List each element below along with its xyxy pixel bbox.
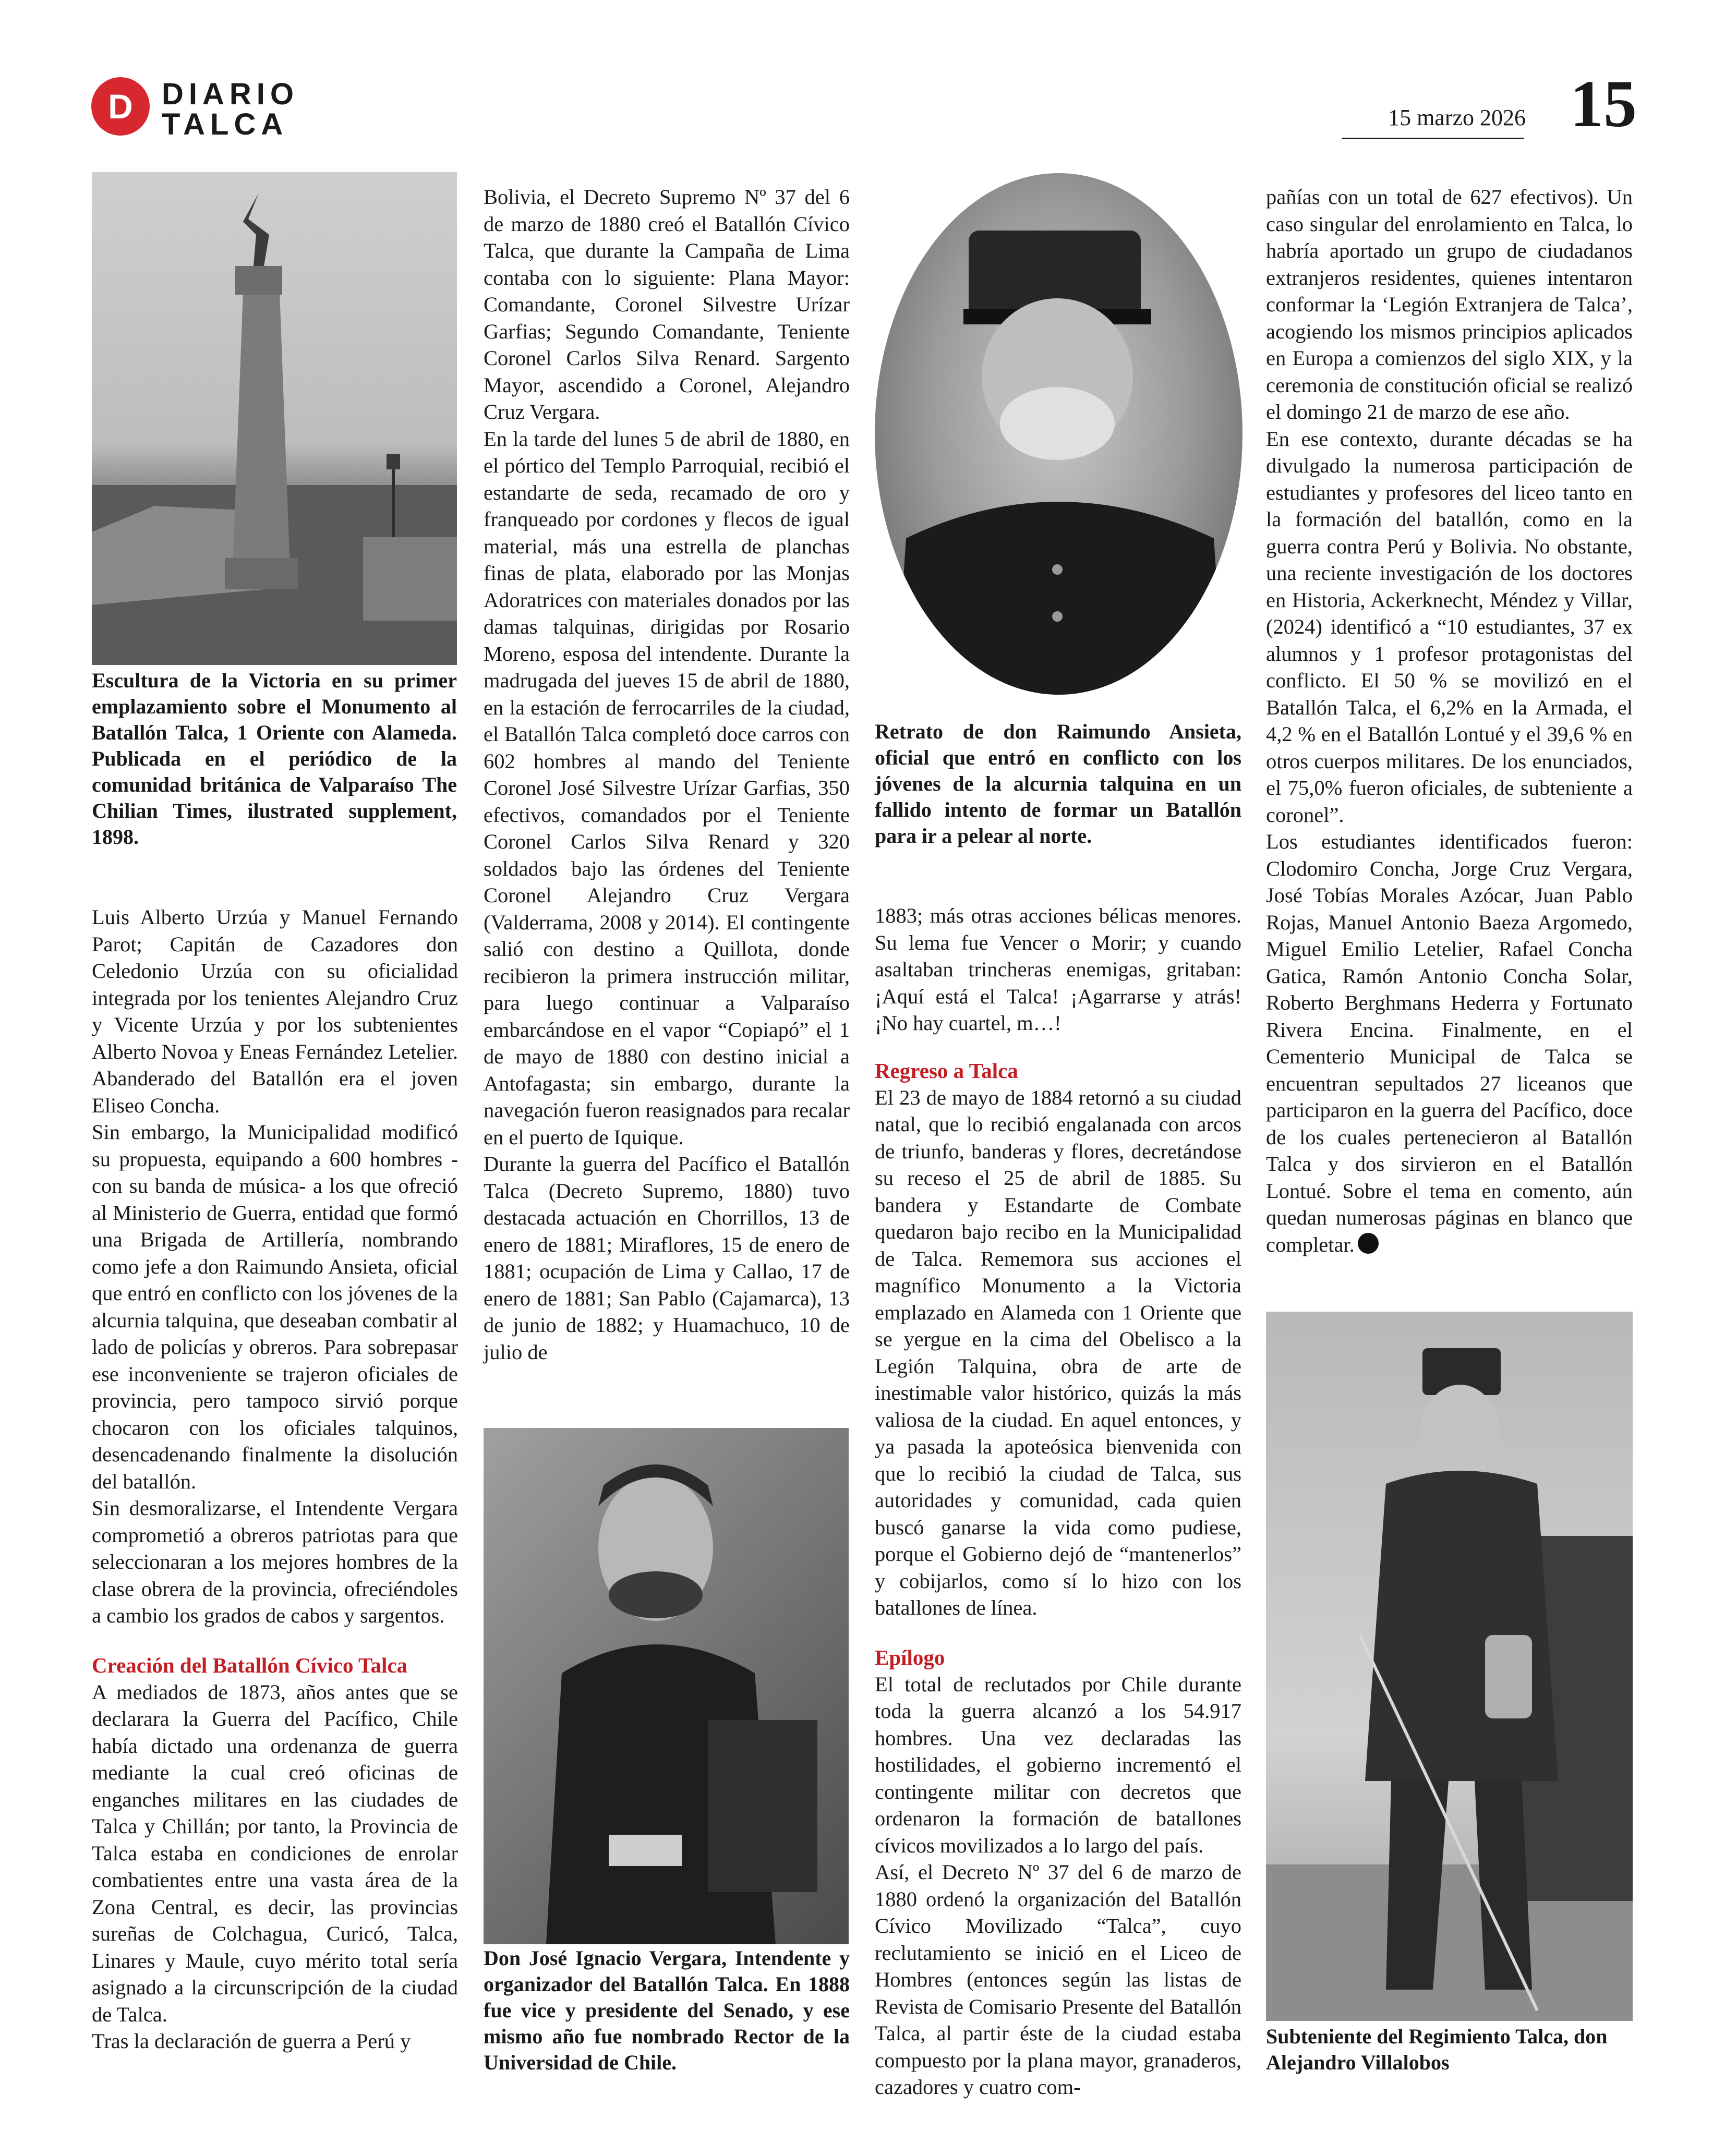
column-4 (1266, 184, 1633, 1258)
end-of-article-icon (1358, 1233, 1379, 1254)
logo-line-diario: DIARIO (162, 77, 299, 111)
monument-photo-icon (92, 172, 457, 665)
col1-paragraph-4: A mediados de 1873, años antes que se declarara la Guerra del Pacífico, Chile había dictado una ordenanza de guerra mediante la cual creó oficinas de enganches militares en las ciudades de Talca y Chillán; por tanto, la Provincia de Talca estaba en condiciones de enrolar combatientes entre una vasta área de la Zona Central, es decir, las provincias sureñas de Colchagua, Curicó, Talca, Linares y Maule, cuyo mérito total sería asignado a la circunscripción de la ciudad de Talca. (92, 1680, 458, 2026)
col4-paragraph-2: En ese contexto, durante décadas se ha divulgado la numerosa participación de estudiantes y profesores del liceo tanto en la formación del batallón, como en la guerra contra Perú y Bolivia. No obstante, una reciente investigación de los doctores en Historia, Ackerknecht, Méndez y Villar, (2024) identificó a “10 estudiantes, 37 ex alumnos y 1 profesor protagonistas del conflicto. El 50 % se movilizó en el Batallón Talca, el 6,2% en la Armada, el 4,2 % en el Batallón Lontué y el 39,6 % en otros cuerpos militares. De los enunciados, el 75,0% fueron oficiales, de subteniente a coronel”. (1266, 427, 1633, 827)
col1-paragraph-2: Sin embargo, la Municipalidad modificó su propuesta, equipando a 600 hombres -con su banda de música- a los que ofreció al Ministerio de Guerra, entidad que formó una Brigada de Artillería, nombrando como jefe a don Raimundo Ansieta, oficial que entró en conflicto con los jóvenes de la alcurnia talquina, que deseaban combatir al lado de policías y obreros. Para sobrepasar ese inconveniente se trajeron oficiales de provincia, pero tampoco sirvió porque chocaron con los oficiales talquinos, desencadenando finalmente la disolución del batallón. (92, 1120, 458, 1493)
logo-line-talca: TALCA (162, 107, 288, 141)
villalobos-caption: Subteniente del Regimiento Talca, don Alejandro Villalobos (1266, 2025, 1608, 2074)
logo-mark (91, 77, 150, 136)
column-1 (92, 904, 458, 2055)
col1-paragraph-5: Tras la declaración de guerra a Perú y (92, 2029, 411, 2053)
col1-paragraph-3: Sin desmoralizarse, el Intendente Vergara comprometió a obreros patriotas para que seleccionaran a los mejores hombres de la clase obrera de la provincia, ofreciéndoles a cambio los grados de cabos y sargentos. (92, 1496, 458, 1627)
column-2 (484, 184, 850, 1365)
vergara-caption: Don José Ignacio Vergara, Intendente y organizador del Batallón Talca. En 1888 fue vice y presidente del Senado, y ese mismo año fue nombrado Rector de la Universidad de Chile. (484, 1946, 850, 2074)
monument-caption: Escultura de la Victoria en su primer emplazamiento sobre el Monumento al Batallón Talca, 1 Oriente con Alameda. Publicada en el periódico de la comunidad británica de Valparaíso The Chilian Times, ilustrated supplement, 1898. (92, 669, 457, 849)
date-rule (1342, 138, 1524, 139)
ansieta-caption: Retrato de don Raimundo Ansieta, oficial que entró en conflicto con los jóvenes de la alcurnia talquina en un fallido intento de formar un Batallón para ir a pelear al norte. (875, 720, 1241, 847)
col3-paragraph-3: El total de reclutados por Chile durante toda la guerra alcanzó a los 54.917 hombres. Una vez declaradas las hostilidades, el gobierno incrementó el contingente militar con decretos que ordenaron la formación de batallones cívicos movilizados a lo largo del país. (875, 1672, 1241, 1857)
portrait-photo-icon (875, 173, 1243, 695)
col3-paragraph-1: 1883; más otras acciones bélicas menores. Su lema fue Vencer o Morir; y cuando asaltaban trincheras enemigas, gritaban: ¡Aquí está el Talca! ¡Agarrarse y atrás! ¡No hay cuartel, m…! (875, 904, 1241, 1035)
col4-paragraph-3-text: Los estudiantes identificados fueron: Clodomiro Concha, Jorge Cruz Vergara, José Tobías Morales Azócar, Juan Pablo Rojas, Manuel Antonio Baeza Argomedo, Miguel Emilio Letelier, Rafael Concha Gatica, Ramón Antonio Concha Solar, Roberto Berghmans Hederra y Fortunato Rivera Encina. Finalmente, en el Cementerio Municipal de Talca se encuentran sepultados 27 liceanos que participaron en la guerra del Pacífico, doce de los cuales pertenecieron al Batallón Talca y dos sirvieron en el Batallón Lontué. Sobre el tema en comento, aún quedan numerosas páginas en blanco que completar. (1266, 830, 1633, 1256)
col3-paragraph-2: El 23 de mayo de 1884 retornó a su ciudad natal, que lo recibió engalanada con arcos de triunfo, banderas y flores, decretándose su receso el 25 de abril de 1885. Su bandera y Estandarte de Combate quedaron bajo recibo en la Municipalidad de Talca. Rememora sus acciones el magnífico Monumento a la Victoria emplazado en Alameda con 1 Oriente que se yergue en la cima del Obelisco a la Legión Talquina, obra de arte de inestimable valor histórico, quizás la más valiosa de la ciudad. En aquel entonces, y ya pasada la apoteósica bienvenida con que lo recibió la ciudad de Talca, sus autoridades y comunidad, cada quien buscó ganarse la vida como pudiese, porque el Gobierno dejó de “mantenerlos” y cobijarlos, como sí lo hizo con los batallones de línea. (875, 1085, 1241, 1619)
column-3 (875, 902, 1241, 2101)
issue-date: 15 marzo 2026 (1388, 105, 1526, 130)
col2-paragraph-1: Bolivia, el Decreto Supremo Nº 37 del 6 de marzo de 1880 creó el Batallón Cívico Talca, que durante la Campaña de Lima contaba con lo siguiente: Plana Mayor: Comandante, Coronel Silvestre Urízar Garfias; Segundo Comandante, Teniente Coronel Carlos Silva Renard. Sargento Mayor, ascendido a Coronel, Alejandro Cruz Vergara. (484, 185, 850, 423)
seated-portrait-photo-icon (484, 1428, 849, 1944)
col4-paragraph-1: pañías con un total de 627 efectivos). Un caso singular del enrolamiento en Talca, lo habría aportado un grupo de ciudadanos extranjeros residentes, quienes intentaron conformar la ‘Legión Extranjera de Talca’, acogiendo los mismos principios aplicados en Europa a comienzos del siglo XIX, y la ceremonia de constitución oficial se realizó el domingo 21 de marzo de ese año. (1266, 185, 1633, 423)
col2-paragraph-2: En la tarde del lunes 5 de abril de 1880, en el pórtico del Templo Parroquial, recibió el estandarte de seda, recamado de oro y franqueado por cordones y flecos de igual material, más una estrella de planchas finas de plata, elaborado por las Monjas Adoratrices con materiales donados por las damas talquinas, dirigidas por Rosario Moreno, esposa del intendente. Durante la madrugada del jueves 15 de abril de 1880, en la estación de ferrocarriles de la ciudad, el Batallón Talca completó doce carros con 602 hombres al mando del Teniente Coronel José Silvestre Urízar Garfias, 350 efectivos, comandados por el Teniente Coronel Carlos Silva Renard y 320 soldados bajo las órdenes del Teniente Coronel Alejandro Cruz Vergara (Valderrama, 2008 y 2014). El contingente salió con destino a Quillota, donde recibieron la primera instrucción militar, para luego continuar a Valparaíso embarcándose en el vapor “Copiapó” el 1 de mayo de 1880 con destino inicial a Antofagasta; sin embargo, durante la navegación fueron reasignados para recalar en el puerto de Iquique. (484, 427, 850, 1149)
col2-paragraph-3: Durante la guerra del Pacífico el Batallón Talca (Decreto Supremo, 1880) tuvo destacada actuación en Chorrillos, 13 de enero de 1881; Miraflores, 15 de enero de 1881; ocupación de Lima y Callao, 17 de enero de 1881; San Pablo (Cajamarca), 13 de junio de 1882; y Huamachuco, 10 de julio de (484, 1152, 850, 1364)
subhead-epilogo: Epílogo (875, 1645, 945, 1669)
subhead-regreso: Regreso a Talca (875, 1058, 1018, 1083)
logo-letter: D (108, 87, 133, 126)
page-number: 15 (1570, 67, 1637, 141)
soldier-photo-icon (1266, 1312, 1633, 2021)
logo-wordmark (162, 79, 299, 140)
col1-paragraph-1: Luis Alberto Urzúa y Manuel Fernando Parot; Capitán de Cazadores don Celedonio Urzúa con su oficialidad integrada por los tenientes Alejandro Cruz y Vicente Urzúa y por los subtenientes Alberto Novoa y Eneas Fernández Letelier. Abanderado del Batallón era el joven Eliseo Concha. (92, 905, 458, 1117)
subhead-creacion: Creación del Batallón Cívico Talca (92, 1653, 408, 1677)
col3-paragraph-4: Así, el Decreto Nº 37 del 6 de marzo de 1880 ordenó la organización del Batallón Cívico Movilizado “Talca”, cuyo reclutamiento se inició en el Liceo de Hombres (entonces según las listas de Revista de Comisario Presente del Batallón Talca, al partir éste de la ciudad estaba compuesto por la plana mayor, granaderos, cazadores y cuatro com- (875, 1860, 1241, 2099)
col4-paragraph-3 (1266, 828, 1633, 1258)
